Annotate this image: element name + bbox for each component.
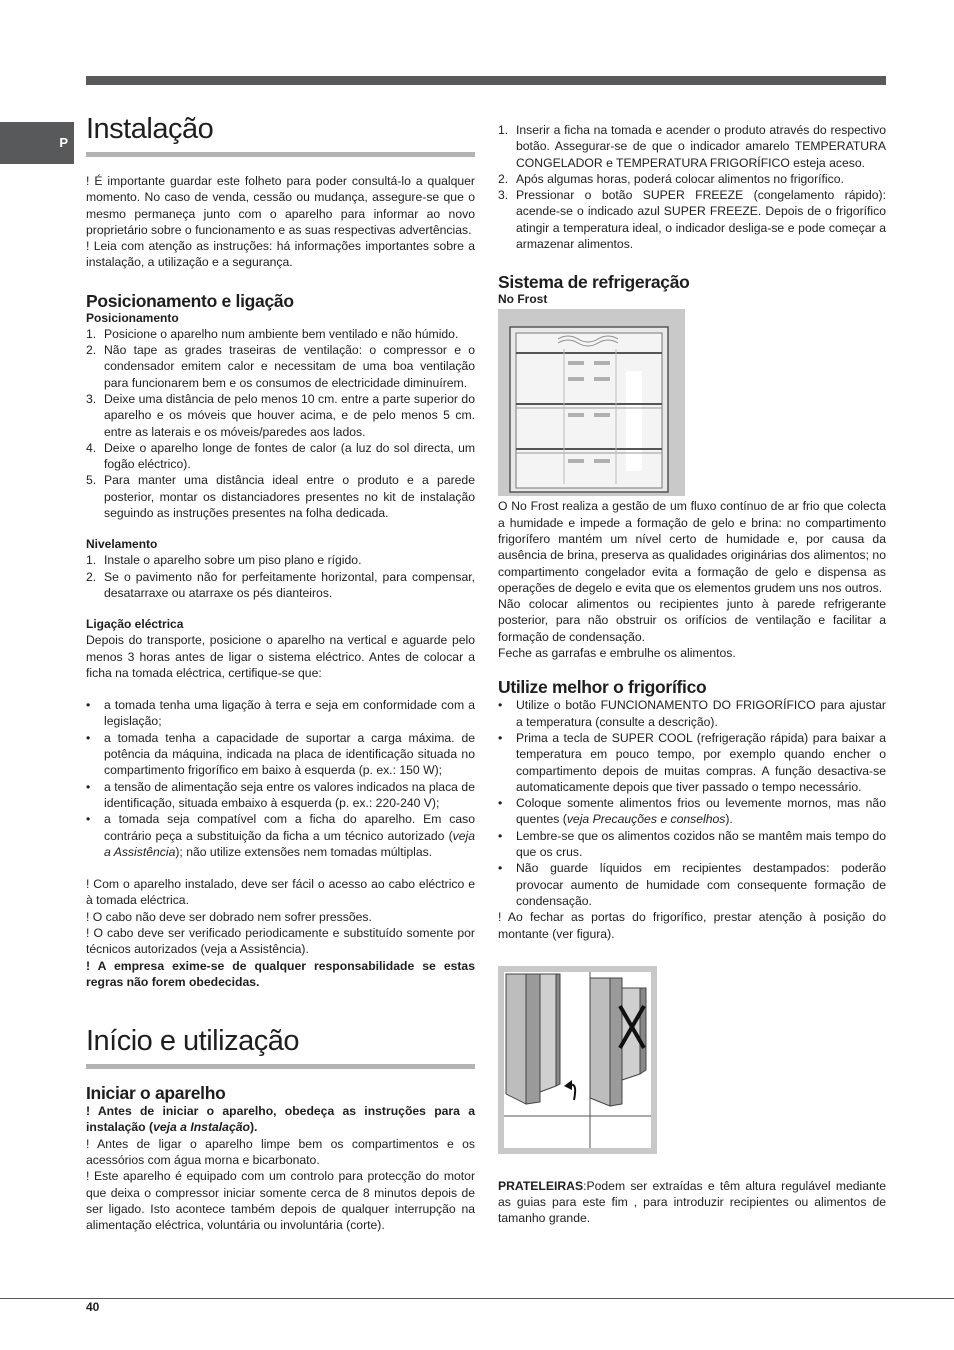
start-paragraph-2: ! Antes de ligar o aparelho limpe bem os compartimentos e os acessórios com água morna e bicarbonato.: [86, 1136, 475, 1168]
positioning-list: [86, 326, 475, 522]
electrical-checklist: [86, 697, 475, 860]
subheading-no-frost: No Frost: [498, 292, 548, 307]
no-frost-paragraph-2: Não colocar alimentos ou recipientes junto à parede refrigerante posterior, para não obstruir os orifícios de ventilação e facilitar a formação de condensação.: [498, 597, 886, 644]
leveling-list: [86, 552, 475, 601]
intro-paragraph-2: ! Leia com atenção as instruções: há informações importantes sobre a instalação, a utilização e a segurança.: [86, 239, 475, 270]
warning-2: ! O cabo não deve ser dobrado nem sofrer pressões.: [86, 909, 372, 924]
heading-positioning-connection: Posicionamento e ligação: [86, 290, 294, 311]
subheading-electrical: Ligação eléctrica: [86, 617, 184, 632]
shelves-paragraph: PRATELEIRAS:Podem ser extraídas e têm altura regulável mediante as guias para este fim , para introduzir recipientes ou alimentos de tamanho grande.: [498, 1178, 886, 1226]
footer-rule: [0, 1298, 954, 1299]
no-frost-paragraph-1: O No Frost realiza a gestão de um fluxo contínuo de ar frio que colecta a humidade e impede a formação de gelo e brina: no compartimento frigorífero mantém um nível certo de humidade e, por causa da ausência de brina, preserva as qualidades originárias dos alimentos; no compartimento congelador evita a formação de gelo e dispensa as operações de degelo e evita que os elementos grudem uns nos outros.: [498, 499, 886, 595]
intro-paragraph-1: ! É importante guardar este folheto para poder consultá-lo a qualquer momento. No caso de venda, cessão ou mudança, assegure-se que o mesmo permaneça junto com o aparelho para informar ao novo proprietário sobre o funcionamento e as suas respectivas advertências.: [86, 174, 475, 237]
warning-4: ! A empresa exime-se de qualquer responsabilidade se estas regras não forem obedecidas.: [86, 958, 475, 989]
warning-3: ! O cabo deve ser verificado periodicamente e substituído somente por técnicos autorizados (veja a Assistência).: [86, 925, 475, 957]
list-item: 2. Se o pavimento não for perfeitamente horizontal, para compensar, desatarraxe ou atarraxe os pés dianteiros.: [86, 569, 475, 600]
list-item: • a tomada tenha uma ligação à terra e seja em conformidade com a legislação;: [86, 698, 475, 729]
fridge-interior-illustration: [498, 309, 685, 496]
shelves-label: PRATELEIRAS: [498, 1178, 584, 1193]
list-item: 1. Inserir a ficha na tomada e acender o produto através do respectivo botão. Assegurar-se de que o indicador amarelo TEMPERATURA CONGELADOR e TEMPERATURA FRIGORÍFICO esteja aceso.: [498, 123, 886, 170]
heading-cooling-system: Sistema de refrigeração: [498, 272, 690, 293]
door-mullion-illustration: [498, 966, 657, 1154]
list-item: 2. Não tape as grades traseiras de ventilação: o compressor e o condensador emitem calor e necessitam de uma boa ventilação para funcionarem bem e os consumos de electricidade diminuírem.: [86, 343, 475, 390]
start-steps-list: [498, 122, 886, 252]
list-item: 3. Deixe uma distância de pelo menos 10 cm. entre a parte superior do aparelho e os móveis que houver acima, e de pelo menos 5 cm. entre as laterais e os móveis/paredes aos lados.: [86, 391, 475, 439]
left-column: [86, 112, 475, 1234]
right-column: [498, 122, 886, 1227]
door-figure: [498, 966, 657, 1154]
list-item: 1. Posicione o aparelho num ambiente bem ventilado e não húmido.: [86, 326, 459, 341]
page-number: 40: [86, 1300, 100, 1314]
electrical-paragraph: Depois do transporte, posicione o aparelho na vertical e aguarde pelo menos 3 horas antes de ligar o sistema eléctrico. Antes de colocar a ficha na tomada eléctrica, certifique-se que:: [86, 633, 475, 680]
top-bar: [86, 76, 886, 85]
list-item: • a tomada seja compatível com a ficha do aparelho. Em caso contrário peça a substituição da ficha a um técnico autorizado (veja a Assistência); não utilize extensões nem tomadas múltiplas.: [86, 812, 475, 859]
list-item: • a tomada tenha a capacidade de suportar a carga máxima. de potência da máquina, indicada na placa de identificação situada no compartimento frigorífico em baixo à esquerda (p. ex.: 150 W);: [86, 730, 475, 778]
no-frost-paragraph-3: Feche as garrafas e embrulhe os alimentos.: [498, 646, 736, 661]
list-item: • Prima a tecla de SUPER COOL (refrigeração rápida) para baixar a temperatura em pouco tempo, por exemplo quando encher o compartimento depois de muitas compras. A função desactiva-se automaticamente depois que tiver passado o tempo necessário.: [498, 730, 886, 794]
list-item: • Utilize o botão FUNCIONAMENTO DO FRIGORÍFICO para ajustar a temperatura (consulte a descrição).: [498, 698, 886, 729]
start-instruction: ! Antes de iniciar o aparelho, obedeça as instruções para a instalação (veja a Instalação).: [86, 1104, 475, 1135]
list-item: 2. Após algumas horas, poderá colocar alimentos no frigorífico.: [498, 171, 844, 186]
door-note: ! Ao fechar as portas do frigorífico, prestar atenção à posição do montante (ver figura).: [498, 910, 886, 941]
heading-use-fridge: Utilize melhor o frigorífico: [498, 677, 707, 698]
list-item: • Coloque somente alimentos frios ou levemente mornos, mas não quentes (veja Precauções e conselhos).: [498, 796, 886, 827]
list-item: 4. Deixe o aparelho longe de fontes de calor (a luz do sol directa, um fogão eléctrico).: [86, 440, 475, 472]
fridge-tips-list: [498, 697, 886, 909]
list-item: 5. Para manter uma distância ideal entre o produto e a parede posterior, montar os distanciadores presentes no kit de instalação seguindo as instruções presentes na folha dedicada.: [86, 473, 475, 521]
title-start-use: Início e utilização: [86, 1024, 475, 1069]
list-item: • Lembre-se que os alimentos cozidos não se mantêm mais tempo do que os crus.: [498, 828, 886, 860]
subheading-positioning: Posicionamento: [86, 310, 179, 325]
subheading-leveling: Nivelamento: [86, 537, 158, 552]
list-item: 1. Instale o aparelho sobre um piso plano e rígido.: [86, 553, 362, 568]
warning-1: ! Com o aparelho instalado, deve ser fácil o acesso ao cabo eléctrico e à tomada eléctrica.: [86, 877, 475, 908]
title-installation: Instalação: [86, 112, 475, 157]
language-tab: P: [0, 122, 74, 164]
list-item: 3. Pressionar o botão SUPER FREEZE (congelamento rápido): acende-se o indicado azul SUPER FREEZE. Depois de o frigorífico atingir a temperatura ideal, o indicador desliga-se e pode começar a armazenar alimentos.: [498, 188, 886, 252]
no-frost-figure: [498, 309, 685, 496]
start-paragraph-3: ! Este aparelho é equipado com um controlo para protecção do motor que deixa o compressor iniciar somente cerca de 8 minutos depois de ser ligado. Isto acontece também depois de qualquer interrupção na alimentação eléctrica, voluntária ou involuntária (corte).: [86, 1169, 475, 1233]
heading-start-appliance: Iniciar o aparelho: [86, 1083, 226, 1104]
list-item: • a tensão de alimentação seja entre os valores indicados na placa de identificação, situada embaixo à esquerda (p. ex.: 220-240 V);: [86, 779, 475, 810]
list-item: • Não guarde líquidos em recipientes destampados: poderão provocar aumento de humidade com consequente formação de condensação.: [498, 861, 886, 908]
